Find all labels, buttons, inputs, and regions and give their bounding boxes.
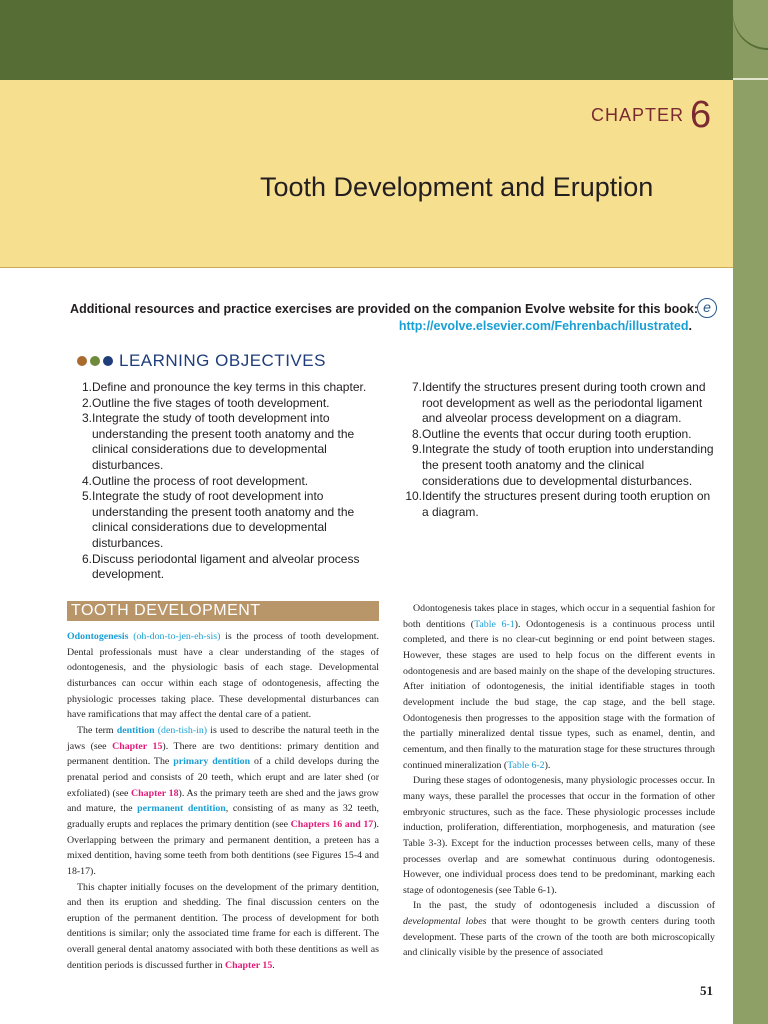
table-link[interactable]: Table 6-2: [507, 759, 545, 771]
objective-number: 2.: [81, 395, 92, 410]
objective-item: [405, 442, 715, 489]
paragraph: [67, 880, 379, 974]
objective-number: 3.: [81, 411, 92, 426]
key-term: dentition: [116, 724, 155, 736]
bullet-dot-green-icon: [90, 356, 100, 366]
chapter-link[interactable]: Chapters 16 and 17: [290, 818, 374, 830]
chapter-number: 6: [690, 94, 712, 136]
paragraph-text: ). As the primary teeth are shed and the jaws grow and mature, the: [67, 787, 379, 815]
objective-number: 8.: [411, 426, 422, 441]
paragraph-text: of a child develops during the prenatal period and consists of 20 teeth, which erupt and are later shed (or exfoliated) (see: [67, 756, 379, 799]
key-term: permanent dentition: [137, 803, 226, 815]
paragraph-text: Odontogenesis takes place in stages, which occur in a sequential fashion for both dentitions (: [403, 603, 715, 630]
paragraph-text: that were thought to be growth centers during tooth development. These parts of the crown of the tooth are both microscopically and clinically visible by the presence of associated: [403, 916, 715, 959]
objective-text: Identify the structures present during tooth eruption on a diagram.: [422, 489, 711, 519]
key-term: Odontogenesis: [67, 631, 129, 642]
objective-item: [405, 489, 715, 520]
objective-number: 9.: [411, 442, 422, 457]
objective-text: Define and pronounce the key terms in this chapter.: [92, 380, 367, 394]
objective-text: Integrate the study of root development into understanding the present tooth anatomy and the clinical considerations due to developmental disturbances.: [92, 489, 355, 550]
paragraph-text: ). There are two dentitions: primary dentition and permanent dentition. The: [67, 740, 379, 768]
pronunciation: (den-tish-in): [157, 724, 208, 736]
objective-text: Outline the five stages of tooth development.: [92, 395, 330, 410]
bullet-dot-brown-icon: [77, 356, 87, 366]
objective-text: Outline the events that occur during tooth eruption.: [422, 426, 692, 441]
paragraph-text: In the past, the study of odontogenesis included a discussion of: [413, 900, 715, 912]
objective-number: 6.: [81, 551, 92, 566]
chapter-link[interactable]: Chapter 18: [131, 787, 179, 799]
paragraph-text: ). Odontogenesis is a continuous process until completed, and there is no clear-cut beginning or end point between stages. However, these stages are used to help focus on the different events in odontogenesis and are based mainly on the shape of the developing structures. After initiation of odontogenesis, the initial identifiable stages in tooth development include the bud stage, the cap stage, and the bell stage. Odontogenesis then progresses to the apposition stage with the formation of the partially mineralized dental tissue types, such as enamel, dentin, and cementum, and then finally to the maturation stage for these structures through continued mineralization (: [403, 618, 715, 771]
evolve-resources-text: Additional resources and practice exercises are provided on the companion Evolve website for this book:: [70, 302, 698, 316]
objective-text: Integrate the study of tooth development into understanding the present tooth anatomy and the clinical considerations due to developmental disturbances.: [92, 411, 355, 472]
objectives-list-right: [405, 380, 715, 520]
chapter-link[interactable]: Chapter 15: [112, 740, 163, 752]
paragraph-text: The term: [77, 724, 117, 736]
objective-item: [80, 411, 385, 473]
objective-item: [80, 474, 385, 490]
paragraph-text: is the process of tooth development. Dental professionals must have a clear understanding of the stages of odontogenesis, and the physiologic basis of each stage. Developmental disturbances can occur within each stage of odontogenesis, affecting the physiologic processes taking place. These developmental disturbances can have ramifications that may affect the dental care of a patient.: [67, 631, 380, 721]
objective-item: [80, 489, 385, 551]
key-term: primary dentition: [173, 756, 251, 768]
top-banner: [0, 0, 733, 80]
objective-text: Outline the process of root development.: [92, 473, 309, 488]
page-number: 51: [700, 983, 713, 998]
objective-item: [80, 380, 385, 396]
objective-text: Integrate the study of tooth eruption into understanding the present tooth anatomy and the clinical considerations due to developmental disturbances.: [422, 442, 714, 488]
paragraph: [403, 773, 715, 898]
objectives-list-left: [80, 380, 385, 583]
paragraph-text: , consisting of as many as 32 teeth, gradually erupts and replaces the primary dentition (see: [67, 803, 379, 830]
objective-number: 10.: [405, 489, 422, 504]
evolve-url-link[interactable]: http://evolve.elsevier.com/Fehrenbach/illustrated: [398, 319, 689, 333]
pronunciation: (oh-don-to-jen-eh-sis): [133, 631, 221, 642]
paragraph: [67, 629, 379, 723]
body-column-left: [67, 629, 379, 973]
body-column-right: [403, 601, 715, 961]
paragraph-text: During these stages of odontogenesis, many physiologic processes occur. In many ways, these parallel the processes that occur in the formation of other embryonic structures, such as the face. These physiologic processes include induction, proliferation, differentiation, morphogenesis, and maturation (see Table 3-3). Except for the induction processes between cells, many of these processes overlap and are somewhat continuous during odontogenesis. However, one individual process does tend to be predominant, marking each stage of odontogenesis (see Table 6-1).: [403, 775, 715, 896]
objective-text: Discuss periodontal ligament and alveolar process development.: [92, 551, 360, 582]
chapter-title: Tooth Development and Eruption: [260, 172, 654, 202]
section-heading-tooth-development: TOOTH DEVELOPMENT: [67, 601, 379, 621]
evolve-url-line: http://evolve.elsevier.com/Fehrenbach/illustrated.: [398, 319, 692, 333]
paragraph: [67, 723, 379, 880]
paragraph-text: ). Overlapping between the primary and permanent dentition, a preteen has a mixed dentition, having some teeth from both dentitions (see Figures 15-4 and 18-17).: [67, 818, 380, 877]
objective-number: 4.: [81, 473, 92, 488]
chapter-link[interactable]: Chapter 15: [224, 959, 273, 971]
objective-text: Identify the structures present during tooth crown and root development as well as the periodontal ligament and alveolar process development on a diagram.: [422, 380, 706, 426]
objective-item: [80, 552, 385, 583]
objective-item: [405, 427, 715, 443]
objective-number: 7.: [411, 380, 422, 394]
emphasized-term: developmental lobes: [403, 916, 487, 928]
objective-item: [80, 396, 385, 412]
paragraph: [403, 898, 715, 961]
side-edge-strip: [733, 0, 768, 1024]
learning-objectives-header: [77, 351, 326, 371]
objective-number: 5.: [81, 489, 92, 504]
paragraph-text: ).: [544, 759, 551, 771]
paragraph-text: This chapter initially focuses on the development of the primary dentition, and then its eruption and shedding. The final discussion centers on the eruption of the permanent dentition. The process of development for both dentitions is similar; only the associated time frame for each is different. The overall general dental anatomy associated with both these dentitions as well as dentition periods is discussed further in: [67, 881, 379, 971]
learning-objectives-title: LEARNING OBJECTIVES: [119, 351, 326, 370]
paragraph-text: .: [272, 959, 275, 971]
objective-number: 1.: [81, 380, 92, 394]
evolve-e-icon[interactable]: e: [697, 298, 717, 318]
objective-item: [405, 380, 715, 427]
chapter-label: CHAPTER: [590, 105, 684, 125]
bullet-dot-blue-icon: [103, 356, 113, 366]
paragraph: [403, 601, 715, 773]
table-link[interactable]: Table 6-1: [474, 618, 515, 630]
paragraph-text: is used to describe the natural teeth in the jaws (see: [67, 724, 380, 752]
